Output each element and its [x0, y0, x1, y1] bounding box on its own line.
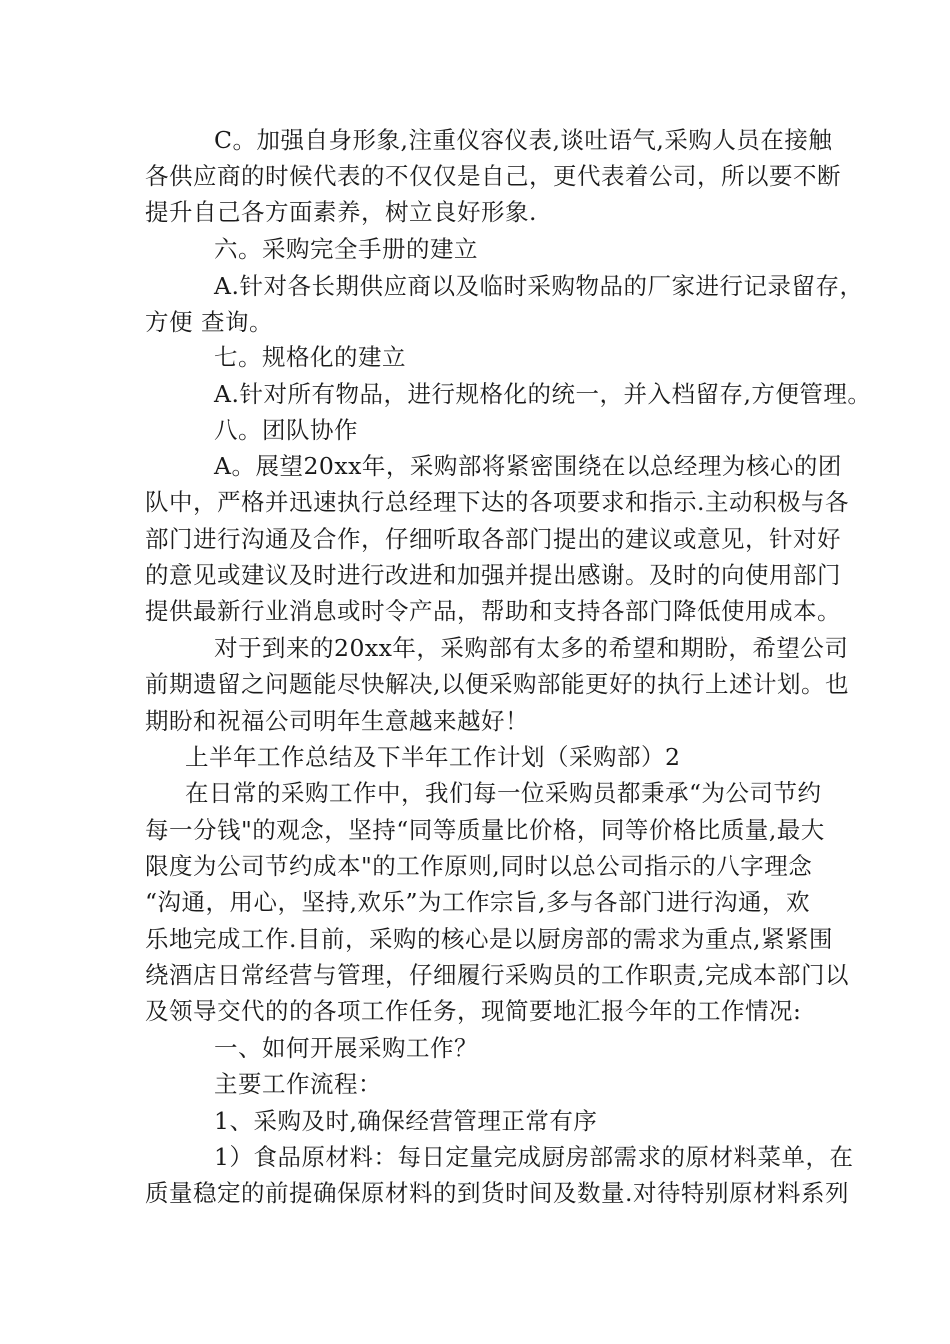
section-heading: 七。规格化的建立: [214, 343, 406, 371]
text-line: 对于到来的20xx年，采购部有太多的希望和期盼，希望公司: [214, 634, 849, 662]
text-line: 主要工作流程：: [214, 1070, 382, 1098]
text-line: A。展望20xx年，采购部将紧密围绕在以总经理为核心的团: [214, 452, 842, 480]
text-line: 1）食品原材料：每日定量完成厨房部需求的原材料菜单，在: [214, 1143, 854, 1171]
text-line: 绕酒店日常经营与管理，仔细履行采购员的工作职责,完成本部门以: [145, 961, 849, 989]
section-heading: 六。采购完全手册的建立: [214, 235, 478, 263]
section-heading: 八。团队协作: [214, 416, 358, 444]
text-line: 质量稳定的前提确保原材料的到货时间及数量.对待特别原材料系列: [145, 1179, 849, 1207]
text-line: 每一分钱"的观念，坚持“同等质量比价格，同等价格比质量,最大: [145, 816, 825, 844]
section-heading: 一、如何开展采购工作？: [214, 1034, 478, 1062]
text-line: 期盼和祝福公司明年生意越来越好！: [145, 707, 529, 735]
text-line: 队中，严格并迅速执行总经理下达的各项要求和指示.主动积极与各: [145, 488, 849, 516]
text-line: A.针对各长期供应商以及临时采购物品的厂家进行记录留存，: [214, 272, 864, 300]
text-line: 前期遗留之问题能尽快解决,以便采购部能更好的执行上述计划。也: [145, 670, 849, 698]
text-line: 在日常的采购工作中，我们每一位采购员都秉承“为公司节约: [185, 779, 822, 807]
text-line: 及领导交代的的各项工作任务，现简要地汇报今年的工作情况:: [145, 997, 802, 1025]
text-line: 1、采购及时,确保经营管理正常有序: [214, 1107, 598, 1135]
document-title: 上半年工作总结及下半年工作计划（采购部）2: [185, 743, 681, 771]
text-line: 乐地完成工作.目前，采购的核心是以厨房部的需求为重点,紧紧围: [145, 925, 833, 953]
text-line: “沟通，用心，坚持,欢乐”为工作宗旨,多与各部门进行沟通，欢: [145, 888, 810, 916]
text-line: 方便 查询。: [145, 308, 273, 336]
text-line: 各供应商的时候代表的不仅仅是自己，更代表着公司，所以要不断: [145, 162, 841, 190]
text-line: 限度为公司节约成本"的工作原则,同时以总公司指示的八字理念: [145, 852, 813, 880]
text-line: 提升自己各方面素养，树立良好形象.: [145, 198, 537, 226]
text-line: 提供最新行业消息或时令产品，帮助和支持各部门降低使用成本。: [145, 597, 841, 625]
text-line: 的意见或建议及时进行改进和加强并提出感谢。及时的向使用部门: [145, 561, 841, 589]
text-line: A.针对所有物品，进行规格化的统一，并入档留存,方便管理。: [214, 380, 872, 408]
text-line: C。加强自身形象,注重仪容仪表,谈吐语气,采购人员在接触: [214, 126, 833, 154]
text-line: 部门进行沟通及合作，仔细听取各部门提出的建议或意见，针对好: [145, 525, 841, 553]
